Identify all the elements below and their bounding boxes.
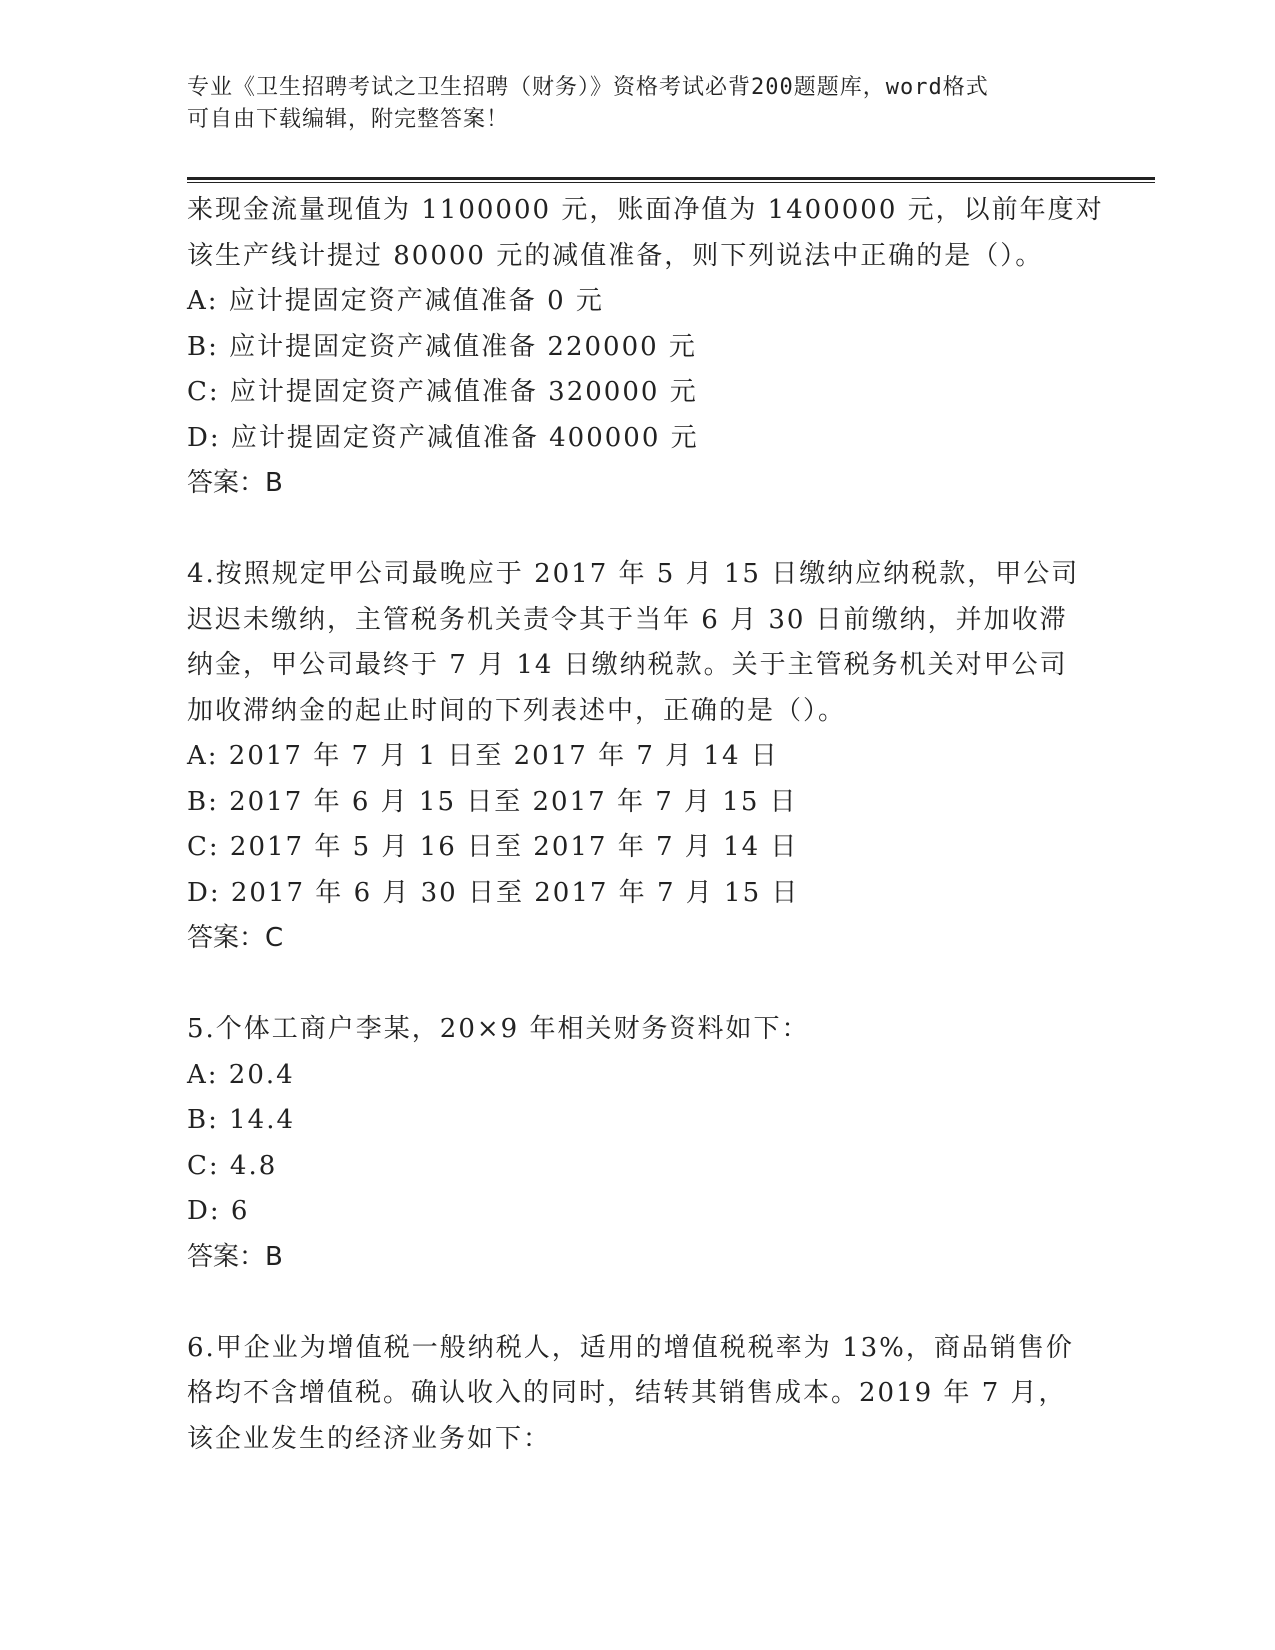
- document-body: [187, 188, 1104, 1462]
- header-rule-thick: [187, 177, 1155, 180]
- question-stem-line: 迟迟未缴纳，主管税务机关责令其于当年 6 月 30 日前缴纳，并加收滞: [187, 604, 1068, 635]
- answer-label: 答案：B: [187, 468, 283, 498]
- option-d: D: 2017 年 6 月 30 日至 2017 年 7 月 15 日: [187, 877, 800, 908]
- header-title-line-2: 可自由下载编辑，附完整答案！: [187, 107, 510, 132]
- question-3: [187, 188, 1104, 507]
- option-a: A: 20.4: [187, 1059, 295, 1090]
- spacer: [187, 962, 1087, 1008]
- spacer: [187, 1280, 1087, 1326]
- option-a: A: 应计提固定资产减值准备 0 元: [187, 286, 604, 316]
- question-stem-line: 该生产线计提过 80000 元的减值准备，则下列说法中正确的是（）。: [187, 240, 1044, 271]
- answer-label: 答案：B: [187, 1241, 283, 1272]
- question-5: [187, 1007, 1087, 1280]
- option-c: C: 4.8: [187, 1150, 278, 1181]
- option-a: A: 2017 年 7 月 1 日至 2017 年 7 月 14 日: [187, 741, 779, 771]
- document-header: [187, 72, 1087, 136]
- option-b: B: 应计提固定资产减值准备 220000 元: [187, 331, 697, 362]
- header-rule-thin: [187, 182, 1155, 183]
- question-stem-line: 6.甲企业为增值税一般纳税人，适用的增值税税率为 13%，商品销售价: [187, 1332, 1074, 1363]
- question-stem-line: 纳金，甲公司最终于 7 月 14 日缴纳税款。关于主管税务机关对甲公司: [187, 650, 1068, 680]
- option-d: D: 应计提固定资产减值准备 400000 元: [187, 422, 699, 453]
- question-stem-line: 加收滞纳金的起止时间的下列表述中，正确的是（）。: [187, 695, 847, 726]
- header-title-line-1: 专业《卫生招聘考试之卫生招聘（财务）》资格考试必背200题题库，word格式: [187, 75, 989, 100]
- option-b: B: 14.4: [187, 1105, 296, 1135]
- option-b: B: 2017 年 6 月 15 日至 2017 年 7 月 15 日: [187, 786, 798, 817]
- option-c: C: 应计提固定资产减值准备 320000 元: [187, 377, 698, 407]
- question-6: [187, 1326, 1087, 1463]
- question-stem-line: 该企业发生的经济业务如下：: [187, 1423, 552, 1454]
- spacer: [187, 507, 1087, 553]
- question-4: [187, 552, 1087, 962]
- question-stem-line: 4.按照规定甲公司最晚应于 2017 年 5 月 15 日缴纳应纳税款，甲公司: [187, 559, 1080, 589]
- question-stem-line: 来现金流量现值为 1100000 元，账面净值为 1400000 元，以前年度对: [187, 195, 1104, 225]
- question-stem-line: 格均不含增值税。确认收入的同时，结转其销售成本。2019 年 7 月，: [187, 1378, 1067, 1408]
- option-d: D: 6: [187, 1196, 250, 1226]
- answer-label: 答案：C: [187, 923, 284, 953]
- question-stem-line: 5.个体工商户李某，20×9 年相关财务资料如下：: [187, 1014, 810, 1044]
- option-c: C: 2017 年 5 月 16 日至 2017 年 7 月 14 日: [187, 832, 799, 862]
